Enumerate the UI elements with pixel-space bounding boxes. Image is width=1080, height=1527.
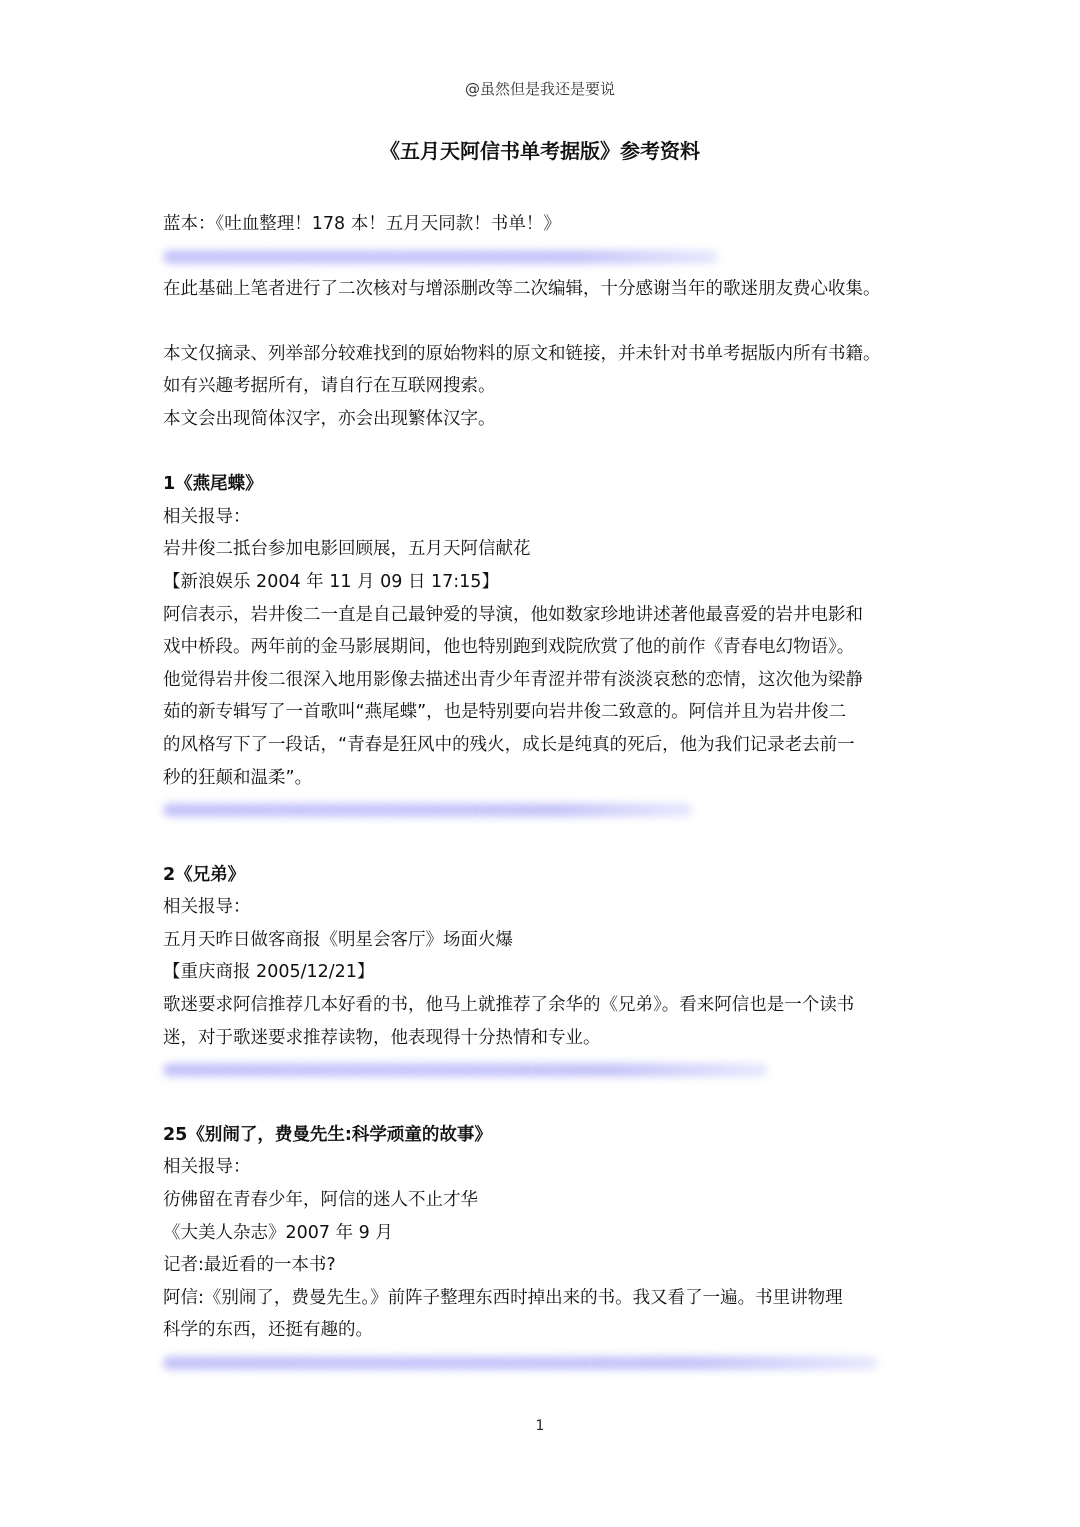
- document-title: 《五月天阿信书单考据版》参考资料: [380, 139, 700, 163]
- entry-source: 【重庆商报 2005/12/21】: [163, 962, 375, 983]
- watermark: @虽然但是我还是要说: [464, 80, 615, 98]
- note-line: 本文仅摘录、列举部分较难找到的原始物料的原文和链接，并未针对书单考据版内所有书籍。: [163, 343, 881, 364]
- entry-label: 相关报导：: [163, 1157, 251, 1178]
- redacted-link: [163, 803, 693, 817]
- note-line: 如有兴趣考据所有，请自行在互联网搜索。: [163, 376, 496, 397]
- redacted-link: [163, 1356, 878, 1370]
- entry-line: 戏中桥段。两年前的金马影展期间，他也特别跑到戏院欣赏了他的前作《青春电幻物语》。: [163, 637, 855, 658]
- entry-line: 科学的东西，还挺有趣的。: [163, 1320, 373, 1341]
- entry-heading: 2《兄弟》: [163, 864, 246, 885]
- entry-line: 阿信:《别闹了，费曼先生。》前阵子整理东西时掉出来的书。我又看了一遍。书里讲物理: [163, 1287, 843, 1308]
- entry-line: 秒的狂颠和温柔”。: [163, 767, 313, 788]
- entry-line: 他觉得岩井俊二很深入地用影像去描述出青少年青涩并带有淡淡哀愁的恋情，这次他为梁静: [163, 669, 863, 690]
- note-line: 本文会出现简体汉字，亦会出现繁体汉字。: [163, 408, 496, 429]
- entry-label: 相关报导：: [163, 506, 251, 527]
- document-body: [163, 208, 933, 1379]
- entry-source: 【新浪娱乐 2004 年 11 月 09 日 17:15】: [163, 571, 499, 592]
- entry-line: 迷，对于歌迷要求推荐读物，他表现得十分热情和专业。: [163, 1027, 601, 1048]
- entry-line: 阿信表示，岩井俊二一直是自己最钟爱的导演，他如数家珍地讲述著他最喜爱的岩井电影和: [163, 604, 863, 625]
- source-line: 蓝本：《吐血整理！178 本！五月天同款！书单！》: [163, 214, 561, 234]
- entry-heading: 25《别闹了，费曼先生:科学顽童的故事》: [163, 1124, 492, 1145]
- entry-label: 相关报导：: [163, 897, 251, 918]
- redacted-link: [163, 1063, 768, 1077]
- entry-section: [163, 859, 933, 1078]
- entry-line: 茹的新专辑写了一首歌叫“燕尾蝶”，也是特别要向岩井俊二致意的。阿信并且为岩井俊二: [163, 702, 847, 723]
- entry-line: 的风格写下了一段话，“青春是狂风中的残火，成长是纯真的死后，他为我们记录老去前一: [163, 734, 855, 755]
- entry-section: [163, 468, 933, 817]
- page-number: 1: [535, 1418, 545, 1434]
- entry-headline: 五月天昨日做客商报《明星会客厅》场面火爆: [163, 929, 513, 950]
- entry-headline: 岩井俊二抵台参加电影回顾展，五月天阿信献花: [163, 539, 531, 560]
- entry-source: 《大美人杂志》2007 年 9 月: [163, 1222, 393, 1243]
- entry-line: 歌迷要求阿信推荐几本好看的书，他马上就推荐了余华的《兄弟》。看来阿信也是一个读书: [163, 995, 855, 1016]
- entry-heading: 1《燕尾蝶》: [163, 474, 263, 495]
- redacted-link: [163, 250, 718, 264]
- thanks-line: 在此基础上笔者进行了二次核对与增添删改等二次编辑，十分感谢当年的歌迷朋友费心收集。: [163, 278, 881, 299]
- entry-section: [163, 1119, 933, 1370]
- entry-line: 记者:最近看的一本书?: [163, 1255, 336, 1276]
- entry-headline: 彷佛留在青春少年，阿信的迷人不止才华: [163, 1190, 478, 1211]
